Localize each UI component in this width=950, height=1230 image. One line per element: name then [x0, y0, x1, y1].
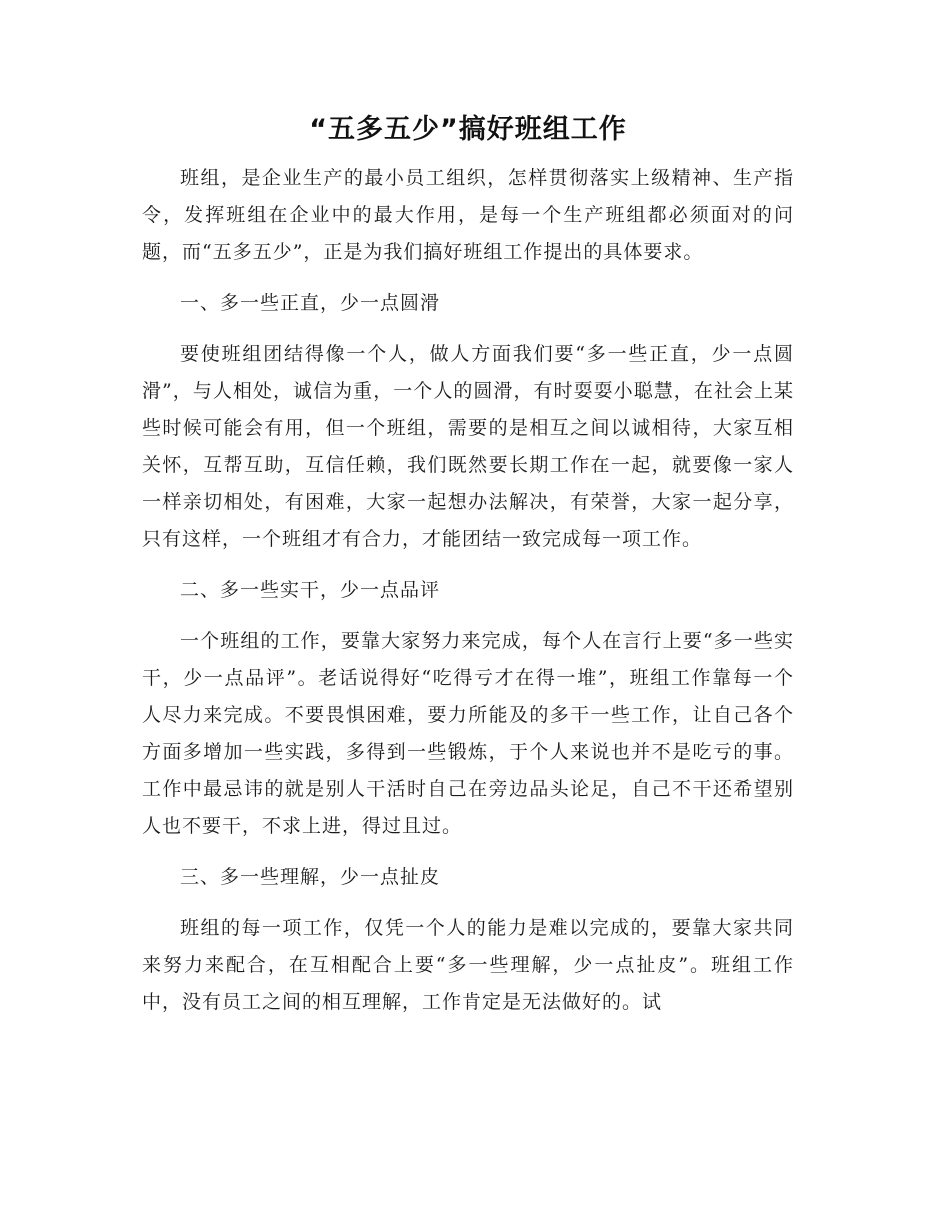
section-3-heading: 三、多一些理解，少一点扯皮	[180, 866, 441, 888]
section-2-body: 一个班组的工作，要靠大家努力来完成，每个人在言行上要“多一些实干，少一点品评”。老话说得好“吃得亏才在得一堆”，班组工作靠每一个人尽力来完成。不要畏惧困难，要力所能及的多干一些工作，让自己各个方面多增加一些实践，多得到一些锻炼，于个人来说也并不是吃亏的事。工作中最忌讳的就是别人干活时自己在旁边品头论足，自己不干还希望别人也不要干，不求上进，得过且过。	[142, 630, 794, 837]
spacer	[142, 896, 794, 910]
section-1-heading: 一、多一些正直，少一点圆滑	[180, 292, 441, 314]
section-2-heading: 二、多一些实干，少一点品评	[180, 579, 441, 601]
spacer	[142, 609, 794, 623]
document-title: “五多五少”搞好班组工作	[309, 114, 627, 145]
intro-paragraph: 班组，是企业生产的最小员工组织，怎样贯彻落实上级精神、生产指令，发挥班组在企业中的最大作用，是每一个生产班组都必须面对的问题，而“五多五少”，正是为我们搞好班组工作提出的具体要求。	[142, 167, 794, 263]
spacer	[142, 845, 794, 859]
section-3-body: 班组的每一项工作，仅凭一个人的能力是难以完成的，要靠大家共同来努力来配合，在互相配合上要“多一些理解，少一点扯皮”。班组工作中，没有员工之间的相互理解，工作肯定是无法做好的。试	[142, 917, 794, 1013]
spacer	[142, 322, 794, 336]
spacer	[142, 558, 794, 572]
section-1-body: 要使班组团结得像一个人，做人方面我们要“多一些正直，少一点圆滑”，与人相处，诚信为重，一个人的圆滑，有时耍耍小聪慧，在社会上某些时候可能会有用，但一个班组，需要的是相互之间以诚相待，大家互相关怀，互帮互助，互信任赖，我们既然要长期工作在一起，就要像一家人一样亲切相处，有困难，大家一起想办法解决，有荣誉，大家一起分享，只有这样，一个班组才有合力，才能团结一致完成每一项工作。	[142, 343, 794, 550]
document-page	[142, 110, 794, 1021]
spacer	[142, 271, 794, 285]
